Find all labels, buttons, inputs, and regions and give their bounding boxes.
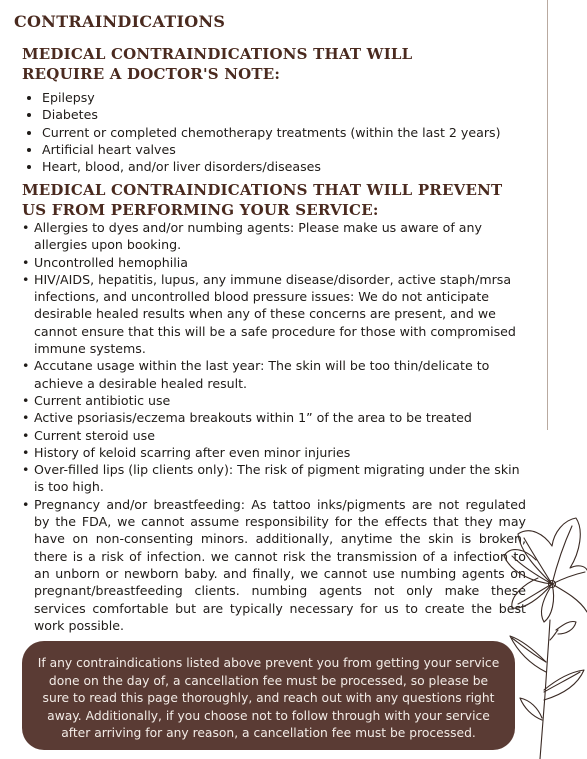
list-item: • HIV/AIDS, hepatitis, lupus, any immune disease/disorder, active staph/mrsa infections, and uncontrolled blood pressure issues: We do not anticipate desirable healed results when any of these concerns are present, and we cannot ensure that this will be a safe procedure for those with compromised immune systems. bbox=[20, 271, 526, 357]
doctor-note-list bbox=[22, 89, 501, 175]
section2-heading-line1: MEDICAL CONTRAINDICATIONS THAT WILL PREVENT bbox=[22, 181, 503, 199]
section1-heading-line2: REQUIRE A DOCTOR'S NOTE: bbox=[22, 65, 281, 83]
section2-heading-line2: US FROM PERFORMING YOUR SERVICE: bbox=[22, 201, 379, 219]
list-item: • Epilepsy bbox=[42, 89, 501, 106]
list-item: • Allergies to dyes and/or numbing agents: Please make us aware of any allergies upon booking. bbox=[20, 219, 526, 254]
list-item: • Diabetes bbox=[42, 106, 501, 123]
list-item: • Current or completed chemotherapy treatments (within the last 2 years) bbox=[42, 124, 501, 141]
list-item: • Current steroid use bbox=[20, 427, 526, 444]
list-item: • Active psoriasis/eczema breakouts within 1” of the area to be treated bbox=[20, 409, 526, 426]
section1-heading bbox=[22, 44, 412, 84]
page-title: CONTRAINDICATIONS bbox=[14, 12, 226, 31]
cancellation-fee-note: If any contraindications listed above prevent you from getting your service done on the day of, a cancellation fee must be processed, so please be sure to read this page thoroughly, and reach out with any questions right away. Additionally, if you choose not to follow through with your service after arriving for any reason, a cancellation fee must be processed. bbox=[22, 641, 515, 750]
list-item: • Current antibiotic use bbox=[20, 392, 526, 409]
list-item: • Artificial heart valves bbox=[42, 141, 501, 158]
list-item: • History of keloid scarring after even minor injuries bbox=[20, 444, 526, 461]
page-divider-line bbox=[547, 0, 548, 430]
section1-heading-line1: MEDICAL CONTRAINDICATIONS THAT WILL bbox=[22, 45, 413, 63]
list-item: • Heart, blood, and/or liver disorders/diseases bbox=[42, 158, 501, 175]
list-item: • Over-filled lips (lip clients only): The risk of pigment migrating under the skin is too high. bbox=[20, 461, 526, 496]
prevent-service-list bbox=[20, 219, 526, 634]
section2-heading bbox=[22, 180, 502, 220]
list-item: • Pregnancy and/or breastfeeding: As tattoo inks/pigments are not regulated by the FDA, we cannot assume responsibility for the effects that they may have on non-consenting minors. additionally, anytime the skin is broken, there is a risk of infection. we cannot risk the transmission of a infection to an unborn or newborn baby. and finally, we cannot use numbing agents on pregnant/breastfeeding clients. numbing agents not only make these services comfortable but are typically necessary for us to create the best work possible. bbox=[20, 496, 526, 634]
list-item: • Uncontrolled hemophilia bbox=[20, 254, 526, 271]
list-item: • Accutane usage within the last year: The skin will be too thin/delicate to achieve a desirable healed result. bbox=[20, 357, 526, 392]
